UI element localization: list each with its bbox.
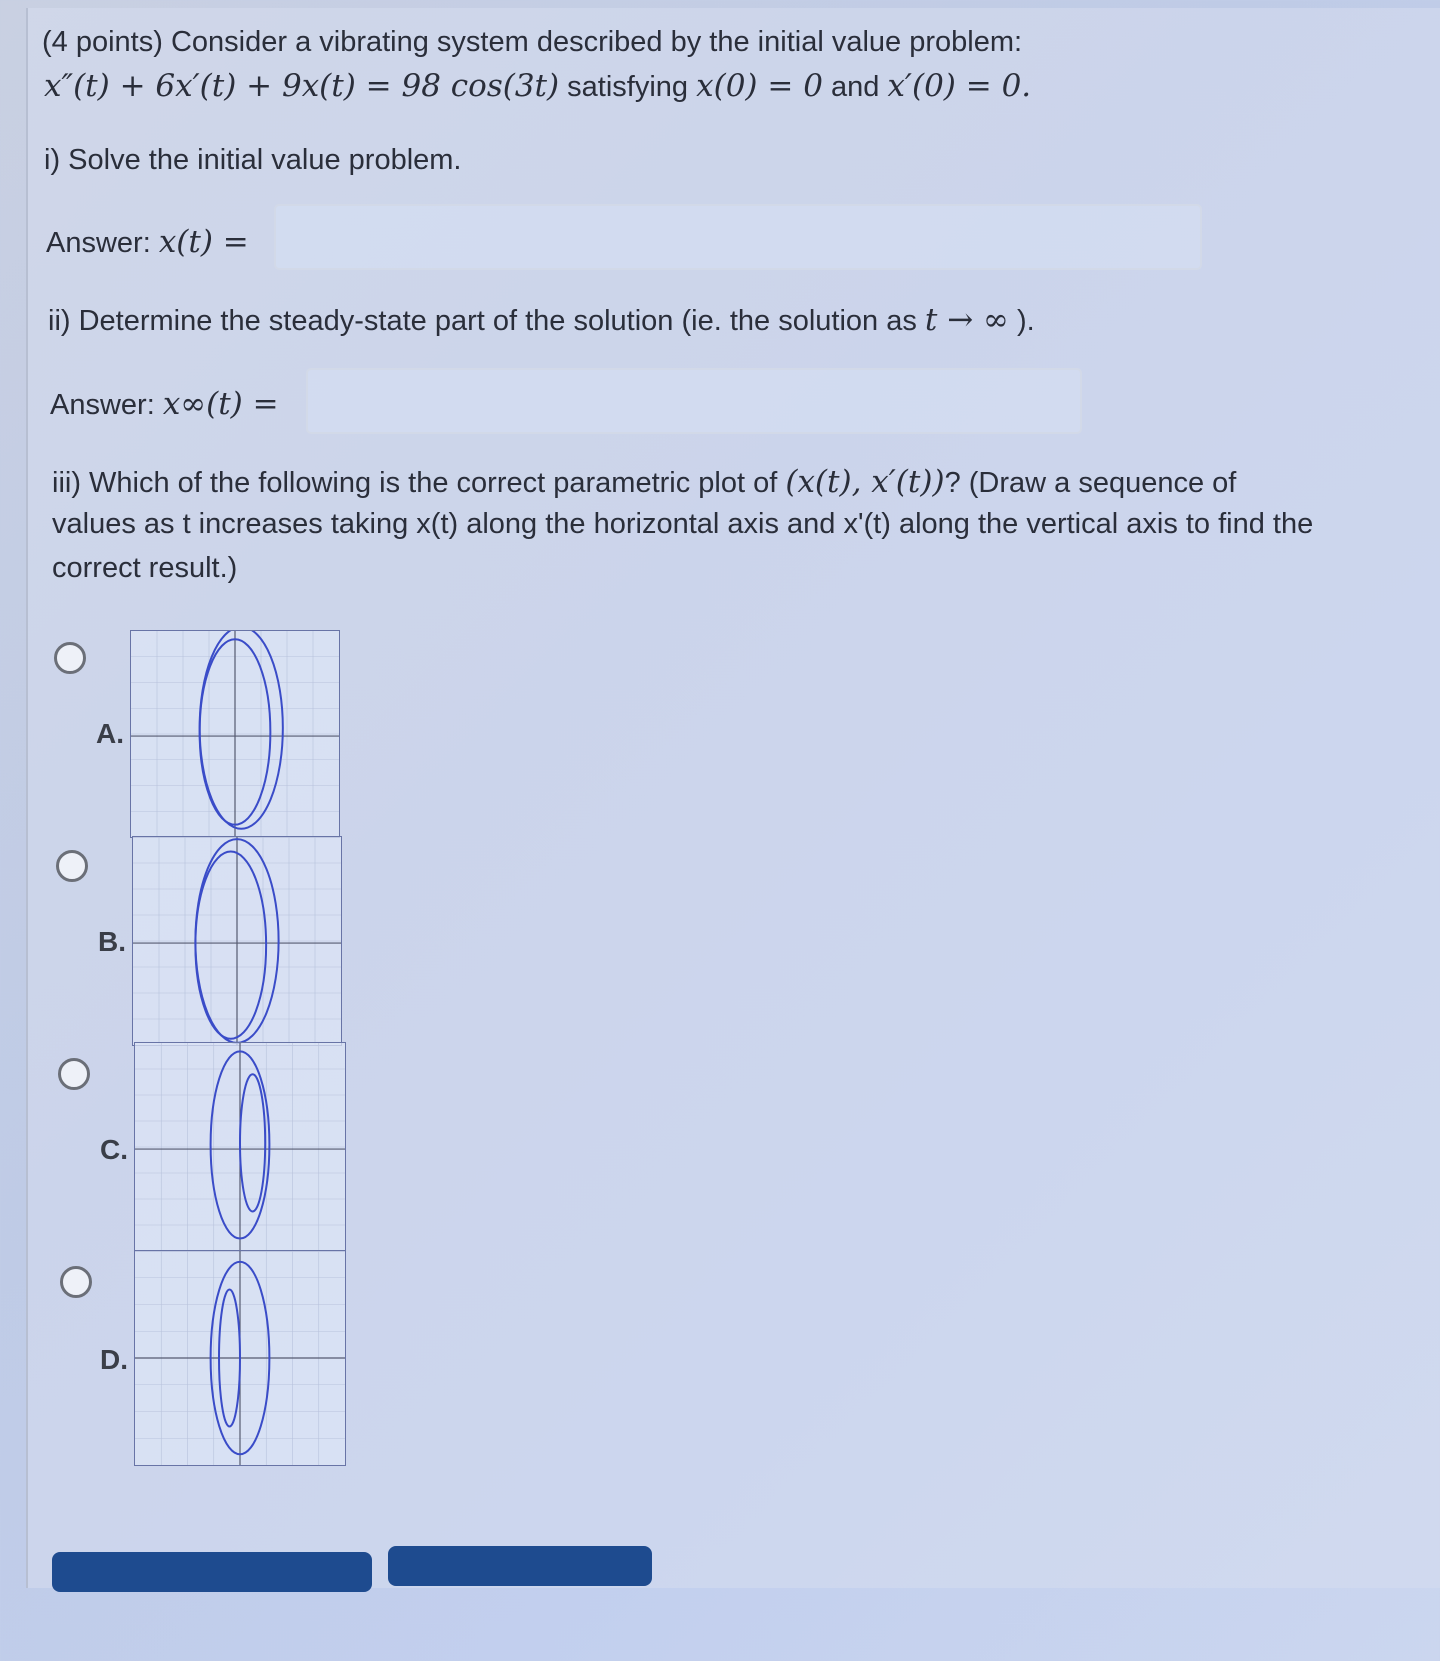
part3-line3: correct result.) [52,552,238,584]
part2-answer-label: Answer: [50,389,155,421]
part3-line1-math: (x(t), x′(t)) [785,464,945,500]
part2-answer-label-row [50,382,279,427]
option-a-plot[interactable] [130,630,340,838]
initial-condition-1: x(0) = 0 [696,68,823,104]
satisfying-text: satisfying [567,71,689,103]
option-b-radio[interactable] [56,850,88,882]
part3-line1-start: iii) Which of the following is the correct parametric plot of [52,467,778,499]
option-a-plot-svg [131,631,339,837]
part1-prompt: i) Solve the initial value problem. [44,144,462,176]
submit-button[interactable] [52,1552,372,1592]
part2-prompt: ii) Determine the steady-state part of the solution (ie. the solution as [48,305,917,337]
part1-answer-input[interactable] [274,204,1202,270]
secondary-button[interactable] [388,1546,652,1586]
part1-answer-label-row [46,220,249,265]
option-d-label: D. [100,1344,128,1375]
option-d-plot[interactable] [134,1250,346,1466]
and-text: and [831,71,880,103]
option-a-label: A. [96,718,124,749]
part1-answer-math: x(t) = [158,224,249,260]
differential-equation: x″(t) + 6x′(t) + 9x(t) = 98 cos(3t) [44,68,560,104]
part3-line1-end: ? (Draw a sequence of [944,467,1237,499]
option-c-plot-svg [135,1043,345,1251]
part2-prompt-math: t → ∞ [924,302,1009,338]
option-b-plot-svg [133,837,341,1045]
part2-answer-math: x∞(t) = [162,386,279,422]
part2-answer-input[interactable] [306,368,1082,434]
option-b-label: B. [98,926,126,957]
option-c-label: C. [100,1134,128,1165]
equation-line [44,64,1031,109]
option-c-plot[interactable] [134,1042,346,1252]
part2-prompt-line [48,298,1035,343]
option-d-radio[interactable] [60,1266,92,1298]
points-label: (4 points) [42,26,163,58]
question-intro-line [42,20,1022,64]
part1-answer-label: Answer: [46,227,151,259]
intro-text: Consider a vibrating system described by the initial value problem: [170,26,1023,58]
option-d-plot-svg [135,1251,345,1465]
part3-line2: values as t increases taking x(t) along the horizontal axis and x'(t) along the vertical axis to find the [52,508,1314,540]
part3-line1 [52,460,1236,505]
option-c-radio[interactable] [58,1058,90,1090]
option-a-radio[interactable] [54,642,86,674]
part2-prompt-end: ). [1016,305,1035,337]
option-b-plot[interactable] [132,836,342,1046]
initial-condition-2: x′(0) = 0. [887,68,1032,104]
